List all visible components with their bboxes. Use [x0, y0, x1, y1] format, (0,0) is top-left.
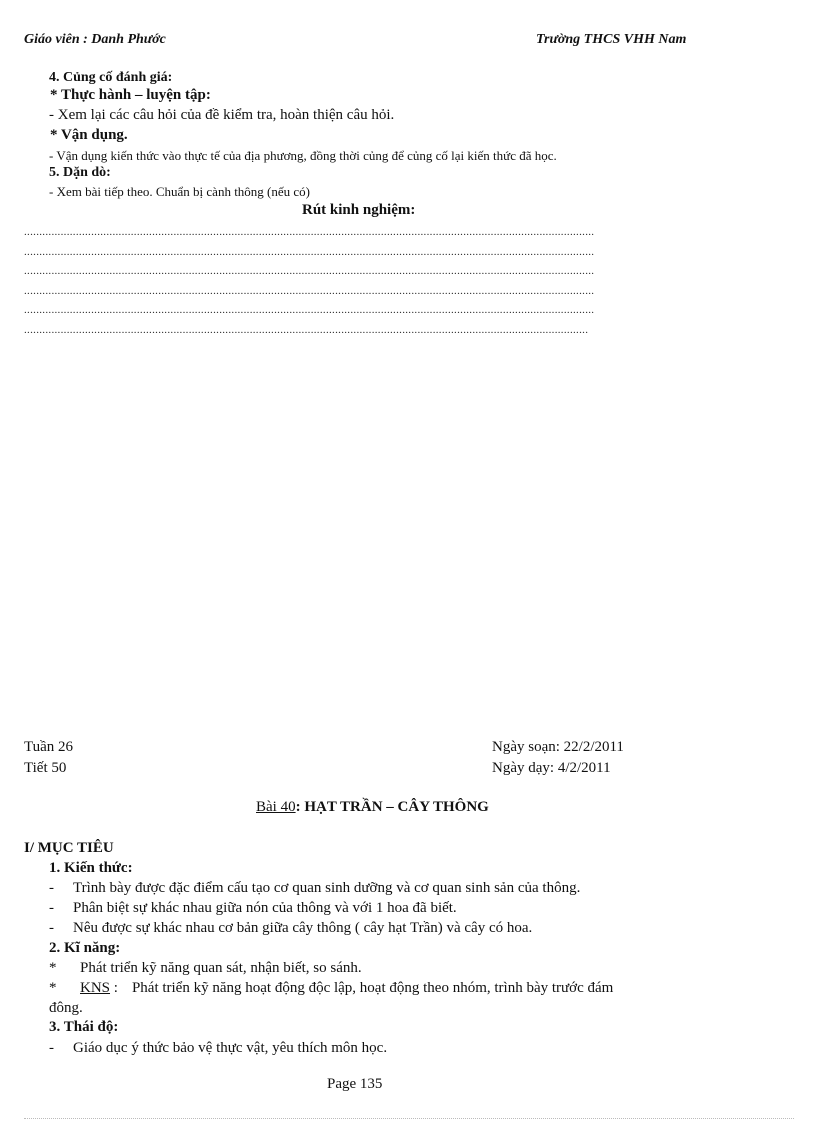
apply-text: - Vận dụng kiến thức vào thực tế của địa phương, đồng thời củng để củng cố lại kiến thức đã học.	[49, 148, 557, 163]
kns-text-cont: đông.	[49, 1000, 83, 1016]
list-item: - Giáo dục ý thức bảo vệ thực vật, yêu thích môn học.	[49, 1040, 388, 1056]
homework-heading: 5. Dặn dò:	[49, 165, 111, 180]
attitude-heading: 3. Thái độ:	[49, 1019, 119, 1035]
knowledge-heading: 1. Kiến thức:	[49, 860, 133, 876]
lesson-number: Bài 40	[256, 799, 296, 815]
practice-heading: * Thực hành – luyện tập:	[50, 87, 211, 103]
objectives-heading: I/ MỤC TIÊU	[24, 840, 114, 856]
knowledge-item: Trình bày được đặc điểm cấu tạo cơ quan sinh dưỡng và cơ quan sinh sản của thông.	[73, 880, 581, 896]
kns-text: Phát triển kỹ năng hoạt động độc lập, hoạt động theo nhóm, trình bày trước đám	[131, 980, 614, 996]
list-item: - Phân biệt sự khác nhau giữa nón của thông và với 1 hoa đã biết.	[49, 900, 457, 916]
kns-label: KNS	[80, 980, 111, 996]
lesson-name: : HẠT TRẦN – CÂY THÔNG	[295, 799, 489, 815]
experience-line: ...........................................................................................................................................................................................	[24, 285, 595, 297]
homework-text: - Xem bài tiếp theo. Chuẩn bị cành thông (nếu có)	[49, 184, 311, 199]
experience-line: ...........................................................................................................................................................................................	[24, 246, 595, 258]
practice-text: - Xem lại các câu hỏi của đề kiểm tra, hoàn thiện câu hỏi.	[49, 107, 395, 123]
experience-title: Rút kinh nghiệm:	[302, 202, 416, 218]
period-label: Tiết 50	[24, 760, 67, 776]
experience-line: .........................................................................................................................................................................................	[24, 324, 589, 336]
list-item: - Trình bày được đặc điểm cấu tạo cơ quan sinh dưỡng và cơ quan sinh sản của thông.	[49, 880, 581, 896]
attitude-item: Giáo dục ý thức bảo vệ thực vật, yêu thích môn học.	[73, 1040, 388, 1056]
list-item: * KNS : Phát triển kỹ năng hoạt động độc lập, hoạt động theo nhóm, trình bày trước đám	[49, 980, 614, 996]
knowledge-item: Phân biệt sự khác nhau giữa nón của thông và với 1 hoa đã biết.	[73, 900, 457, 916]
kns-colon: :	[110, 980, 118, 996]
experience-line: ...........................................................................................................................................................................................	[24, 265, 595, 277]
teacher-name: Giáo viên : Danh Phước	[24, 32, 166, 47]
week-label: Tuần 26	[24, 739, 74, 755]
teach-date: Ngày dạy: 4/2/2011	[492, 760, 611, 776]
knowledge-item: Nêu được sự khác nhau cơ bản giữa cây thông ( cây hạt Trần) và cây có hoa.	[73, 920, 533, 936]
prep-date: Ngày soạn: 22/2/2011	[492, 739, 624, 755]
experience-line: ...........................................................................................................................................................................................	[24, 304, 595, 316]
lesson-title	[256, 799, 489, 816]
school-name: Trường THCS VHH Nam	[536, 32, 687, 47]
skills-heading: 2. Kĩ năng:	[49, 940, 121, 956]
apply-heading: * Vận dụng.	[50, 127, 128, 143]
skill-item: Phát triển kỹ năng quan sát, nhận biết, so sánh.	[80, 960, 362, 976]
review-heading: 4. Củng cố đánh giá:	[49, 70, 173, 85]
list-item: - Nêu được sự khác nhau cơ bản giữa cây thông ( cây hạt Trần) và cây có hoa.	[49, 920, 533, 936]
experience-line: ...........................................................................................................................................................................................	[24, 226, 595, 238]
bottom-divider	[24, 1118, 794, 1119]
list-item: * Phát triển kỹ năng quan sát, nhận biết, so sánh.	[49, 960, 362, 976]
page-number: Page 135	[327, 1076, 383, 1092]
